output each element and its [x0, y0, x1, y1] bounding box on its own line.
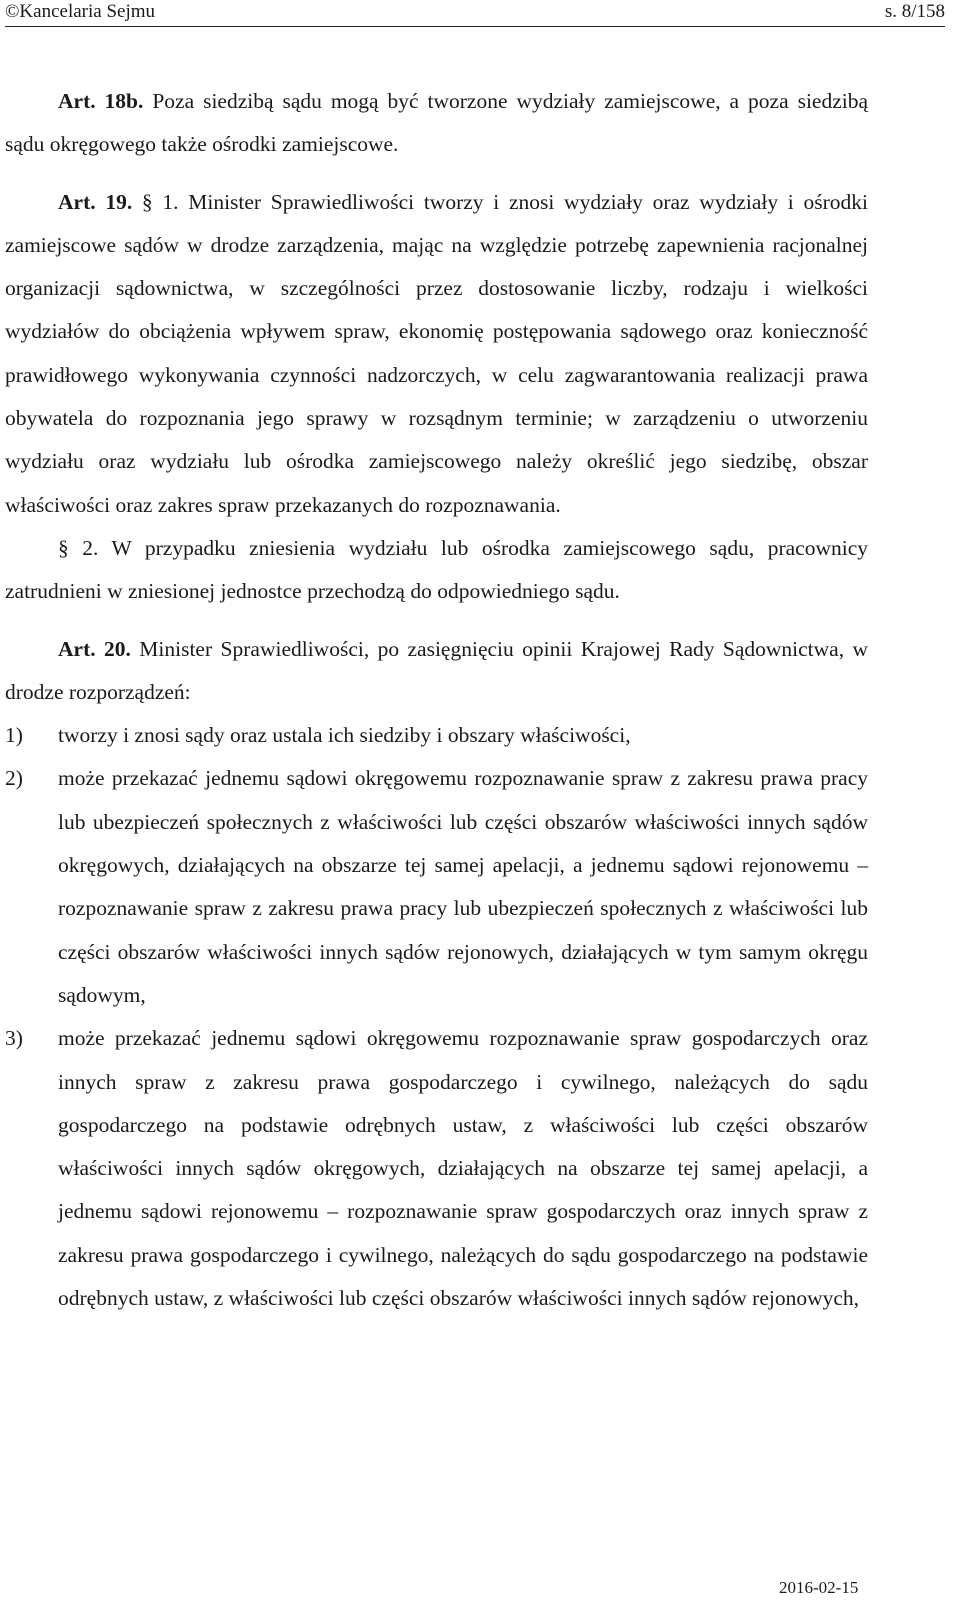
publisher-label: ©Kancelaria Sejmu	[5, 1, 156, 22]
list-item	[5, 1017, 868, 1320]
article-label: Art. 19.	[58, 189, 133, 214]
page-number: s. 8/158	[884, 1, 945, 22]
page-header	[5, 0, 945, 27]
paragraph-text: § 2. W przypadku zniesienia wydziału lub ośrodka zamiejscowego sądu, pracownicy zatrudnieni w zniesionej jednostce przechodzą do odpowiedniego sądu.	[5, 535, 868, 604]
article-text: Poza siedzibą sądu mogą być tworzone wydziały zamiejscowe, a poza siedzibą sądu okręgowego także ośrodki zamiejscowe.	[5, 89, 869, 157]
list-item-number: 2)	[5, 766, 23, 791]
article-text: Minister Sprawiedliwości, po zasięgnięciu opinii Krajowej Rady Sądownictwa, w drodze rozporządzeń:	[5, 636, 869, 704]
list-item	[5, 757, 868, 1017]
article-label: Art. 18b.	[58, 89, 144, 113]
list-item-text: tworzy i znosi sądy oraz ustala ich siedziby i obszary właściwości,	[58, 723, 631, 748]
list-item-number: 3)	[5, 1026, 23, 1051]
document-date: 2016-02-15	[779, 1578, 859, 1597]
list-item-number: 1)	[5, 723, 23, 748]
article-19-par-2	[5, 527, 868, 614]
article-19-par-1	[5, 181, 868, 527]
list-item-text: może przekazać jednemu sądowi okręgowemu rozpoznawanie spraw z zakresu prawa pracy lub ubezpieczeń społecznych z właściwości lub części obszarów właściwości innych sądów okręgowych, działających na obszarze tej samej apelacji, a jednemu sądowi rejonowemu – rozpoznawanie spraw z zakresu prawa pracy lub ubezpieczeń społecznych z właściwości lub części obszarów właściwości innych sądów rejonowych, działających w tym samym okręgu sądowym,	[58, 766, 868, 1007]
article-20-intro	[5, 628, 868, 715]
list-item-text: może przekazać jednemu sądowi okręgowemu rozpoznawanie spraw gospodarczych oraz innych spraw z zakresu prawa gospodarczego i cywilnego, należących do sądu gospodarczego na podstawie odrębnych ustaw, z właściwości lub części obszarów właściwości innych sądów okręgowych, działających na obszarze tej samej apelacji, a jednemu sądowi rejonowemu – rozpoznawanie spraw gospodarczych oraz innych spraw z zakresu prawa gospodarczego i cywilnego, należących do sądu gospodarczego na podstawie odrębnych ustaw, z właściwości lub części obszarów właściwości innych sądów rejonowych,	[58, 1026, 868, 1311]
article-label: Art. 20.	[58, 636, 131, 661]
list-item	[5, 714, 868, 757]
article-20-list	[5, 714, 868, 1320]
paragraph-text: § 1. Minister Sprawiedliwości tworzy i znosi wydziały oraz wydziały i ośrodki zamiejscowe sądów w drodze zarządzenia, mając na względzie potrzebę zapewnienia racjonalnej organizacji sądownictwa, w szczególności przez dostosowanie liczby, rodzaju i wielkości wydziałów do obciążenia wpływem spraw, ekonomię postępowania sądowego oraz konieczność prawidłowego wykonywania czynności nadzorczych, w celu zagwarantowania realizacji prawa obywatela do rozpoznania jego sprawy w rozsądnym terminie; w zarządzeniu o utworzeniu wydziału oraz wydziału lub ośrodka zamiejscowego należy określić jego siedzibę, obszar właściwości oraz zakres spraw przekazanych do rozpoznawania.	[5, 189, 869, 517]
article-18b	[5, 80, 868, 167]
document-body	[5, 80, 868, 1320]
